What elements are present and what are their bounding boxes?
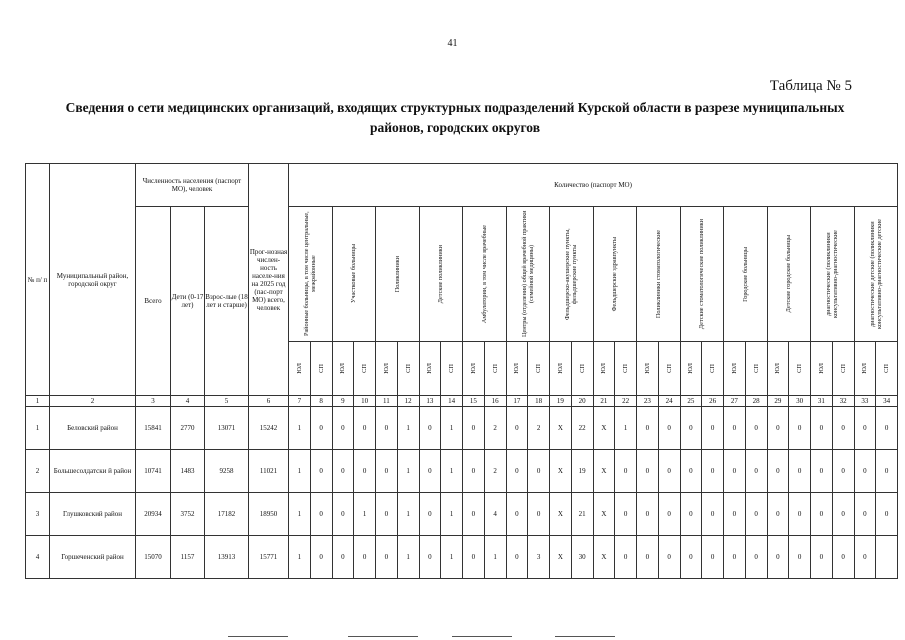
cell-value: 0 [376,407,398,450]
header-sub-sp: СП [528,342,550,396]
column-number: 30 [789,396,811,407]
cell-num: 1 [26,407,50,450]
cell-value: 0 [615,450,637,493]
cell-value: 1 [615,407,637,450]
cell-value: 1 [289,536,311,579]
cell-value [876,536,898,579]
cell-value: 0 [876,450,898,493]
header-district: Муниципальный район, городской округ [50,164,136,396]
cell-value: 19 [571,450,593,493]
column-number: 16 [484,396,506,407]
cell-value: 0 [354,536,376,579]
column-number: 21 [593,396,615,407]
cell-children: 2770 [171,407,205,450]
cell-adults: 9258 [205,450,249,493]
cell-value: 1 [397,450,419,493]
cell-total: 20934 [136,493,171,536]
header-sub-sp: СП [441,342,463,396]
cell-value: 1 [441,493,463,536]
header-category: Поликлиники [376,207,420,342]
cell-value: 0 [876,493,898,536]
cell-value: 0 [419,407,441,450]
cell-value: X [593,407,615,450]
cell-value: 1 [289,407,311,450]
column-number: 1 [26,396,50,407]
header-sub-sp: СП [745,342,767,396]
cell-value: 0 [745,536,767,579]
column-number: 15 [463,396,485,407]
page-number: 41 [447,38,458,49]
cell-value: 1 [484,536,506,579]
cell-value: 0 [811,536,833,579]
cell-value: X [550,407,572,450]
cell-value: 0 [528,450,550,493]
cell-value: 0 [702,536,724,579]
header-sub-yul: ЮЛ [724,342,746,396]
header-sub-yul: ЮЛ [376,342,398,396]
table-row [26,536,898,579]
cell-value: 0 [376,450,398,493]
cell-num: 4 [26,536,50,579]
column-number: 20 [571,396,593,407]
cell-value: 2 [528,407,550,450]
cell-value: 0 [506,407,528,450]
cell-value: 3 [528,536,550,579]
cell-value: 0 [637,407,659,450]
cell-value: 0 [637,493,659,536]
column-number: 32 [832,396,854,407]
header-sub-yul: ЮЛ [637,342,659,396]
column-number: 25 [680,396,702,407]
cell-value: 0 [745,450,767,493]
column-number: 11 [376,396,398,407]
cell-children: 1483 [171,450,205,493]
header-sub-sp: СП [702,342,724,396]
cell-value: 1 [354,493,376,536]
column-number: 6 [249,396,289,407]
cell-value: 0 [767,407,789,450]
cell-value: 0 [832,407,854,450]
column-number: 7 [289,396,311,407]
header-sub-sp: СП [484,342,506,396]
cell-value: 1 [441,450,463,493]
header-sub-sp: СП [354,342,376,396]
column-number: 34 [876,396,898,407]
cell-value: 0 [658,407,680,450]
column-number: 3 [136,396,171,407]
cell-value: 0 [811,493,833,536]
header-sub-sp: СП [397,342,419,396]
cell-value: 0 [876,407,898,450]
cell-value: 0 [680,450,702,493]
cell-value: 0 [724,493,746,536]
cell-value: X [550,536,572,579]
column-number: 28 [745,396,767,407]
cell-value: 0 [811,407,833,450]
header-sub-yul: ЮЛ [680,342,702,396]
header-category: Районные больницы, в том числе центральные, межрайонные [289,207,333,342]
header-category: Амбулатории, в том числе врачебные [463,207,507,342]
column-number: 17 [506,396,528,407]
cell-value: 1 [397,493,419,536]
cell-value: 0 [310,450,332,493]
cell-value: 0 [376,536,398,579]
cell-value: 0 [767,450,789,493]
header-quantity-group: Количество (паспорт МО) [289,164,898,207]
header-sub-sp: СП [832,342,854,396]
cell-value: 0 [832,493,854,536]
header-num: № п/ п [26,164,50,396]
column-number: 29 [767,396,789,407]
table-row [26,493,898,536]
header-category: Участковые больницы [332,207,376,342]
header-sub-yul: ЮЛ [506,342,528,396]
column-number: 18 [528,396,550,407]
header-sub-sp: СП [310,342,332,396]
header-category: диагностические (поликлиники консультативно-диагностические [811,207,855,342]
cell-value: 1 [397,407,419,450]
cell-value: 4 [484,493,506,536]
cell-value: 0 [702,493,724,536]
column-number: 5 [205,396,249,407]
cell-value: 0 [332,493,354,536]
cell-value: 0 [680,407,702,450]
table-row [26,450,898,493]
cell-value: 2 [484,407,506,450]
cell-value: 0 [419,536,441,579]
header-sub-yul: ЮЛ [811,342,833,396]
column-number: 13 [419,396,441,407]
header-category: Фельдшерско-акушерские пункты, фельдшерские пункты [550,207,594,342]
cell-value: 0 [767,493,789,536]
page-bottom-edge [0,634,905,640]
cell-value: 1 [289,493,311,536]
cell-value: 0 [702,407,724,450]
cell-value: 0 [789,536,811,579]
cell-value: 1 [397,536,419,579]
header-sub-sp: СП [615,342,637,396]
cell-district: Большесолдатски й район [50,450,136,493]
header-sub-yul: ЮЛ [854,342,876,396]
cell-value: 0 [332,450,354,493]
cell-forecast: 15242 [249,407,289,450]
cell-value: X [550,450,572,493]
cell-value: 0 [310,536,332,579]
cell-value: 0 [528,493,550,536]
cell-value: 0 [724,407,746,450]
column-number: 19 [550,396,572,407]
cell-num: 3 [26,493,50,536]
header-sub-sp: СП [876,342,898,396]
cell-value: 0 [332,407,354,450]
header-sub-sp: СП [789,342,811,396]
cell-value: 0 [506,536,528,579]
cell-value: 0 [789,407,811,450]
cell-value: 21 [571,493,593,536]
cell-adults: 13913 [205,536,249,579]
cell-value: 0 [658,493,680,536]
header-population-group: Численность населения (паспорт МО), человек [136,164,249,207]
table-row [26,407,898,450]
cell-value: 0 [506,493,528,536]
cell-num: 2 [26,450,50,493]
cell-value: 0 [789,493,811,536]
cell-value: 0 [745,407,767,450]
header-sub-yul: ЮЛ [332,342,354,396]
column-number: 22 [615,396,637,407]
column-number: 26 [702,396,724,407]
cell-value: 0 [658,450,680,493]
cell-value: 0 [354,407,376,450]
cell-value: 30 [571,536,593,579]
header-sub-yul: ЮЛ [289,342,311,396]
data-table [25,163,898,579]
column-number: 24 [658,396,680,407]
cell-value: 1 [289,450,311,493]
header-total: Всего [136,207,171,396]
header-sub-sp: СП [571,342,593,396]
header-forecast: Прог-нозная числен-ность населе-ния на 2025 год (пас-порт МО) всего, человек [249,164,289,396]
cell-value: 0 [832,450,854,493]
cell-value: 0 [615,493,637,536]
header-category: Детские городские больницы [767,207,811,342]
document-title: Сведения о сети медицинских организаций, входящих структурных подразделений Курской области в разрезе муниципальных районов, городских округов [65,100,845,135]
cell-value: 0 [376,493,398,536]
header-category: Центры (отделения) общей врачебной практики (семейной медицины) [506,207,550,342]
header-category: Детские стоматологические поликлиники [680,207,724,342]
header-sub-yul: ЮЛ [550,342,572,396]
cell-value: 0 [724,450,746,493]
cell-value: 0 [463,450,485,493]
cell-forecast: 15771 [249,536,289,579]
cell-forecast: 11021 [249,450,289,493]
cell-value: 0 [854,450,876,493]
column-number: 8 [310,396,332,407]
cell-value: 0 [354,450,376,493]
cell-total: 15841 [136,407,171,450]
cell-value: 22 [571,407,593,450]
cell-value: 0 [680,493,702,536]
cell-value: 0 [419,493,441,536]
cell-total: 15070 [136,536,171,579]
column-number: 23 [637,396,659,407]
header-sub-sp: СП [658,342,680,396]
column-number: 14 [441,396,463,407]
column-number: 2 [50,396,136,407]
cell-value: X [593,493,615,536]
cell-value: 0 [702,450,724,493]
header-category: Поликлиники стоматологические [637,207,681,342]
cell-value: 2 [484,450,506,493]
column-number: 33 [854,396,876,407]
column-number: 27 [724,396,746,407]
table-label: Таблица № 5 [769,78,852,94]
cell-value: 0 [658,536,680,579]
cell-value: 1 [441,407,463,450]
cell-value: 0 [310,493,332,536]
cell-value: 0 [854,536,876,579]
cell-value: 0 [310,407,332,450]
column-number: 4 [171,396,205,407]
header-sub-yul: ЮЛ [593,342,615,396]
header-category: Городские больницы [724,207,768,342]
cell-adults: 13071 [205,407,249,450]
cell-value: 0 [724,536,746,579]
cell-value: 0 [854,493,876,536]
cell-value: X [593,450,615,493]
header-category: Детские поликлиники [419,207,463,342]
cell-value: 0 [463,536,485,579]
cell-value: 0 [854,407,876,450]
column-number: 12 [397,396,419,407]
column-number: 10 [354,396,376,407]
cell-value: X [593,536,615,579]
cell-value: 0 [506,450,528,493]
column-number: 9 [332,396,354,407]
cell-value: 0 [811,450,833,493]
cell-value: 0 [680,536,702,579]
cell-total: 10741 [136,450,171,493]
header-category: Фельдшерские здравпункты [593,207,637,342]
cell-value: 0 [419,450,441,493]
header-sub-yul: ЮЛ [463,342,485,396]
cell-value: 0 [332,536,354,579]
cell-forecast: 18950 [249,493,289,536]
cell-value: 0 [637,536,659,579]
column-number: 31 [811,396,833,407]
header-children: Дети (0-17 лет) [171,207,205,396]
cell-value: 0 [463,493,485,536]
cell-value: 1 [441,536,463,579]
cell-district: Беловский район [50,407,136,450]
header-adults: Взрос-лые (18 лет и старше) [205,207,249,396]
cell-value: 0 [615,536,637,579]
cell-district: Глушковский район [50,493,136,536]
cell-district: Горшеченский район [50,536,136,579]
cell-value: 0 [463,407,485,450]
header-sub-yul: ЮЛ [419,342,441,396]
header-category: диагностические детские (поликлиники консультативно-диагностические детские [854,207,898,342]
cell-value: 0 [832,536,854,579]
cell-value: X [550,493,572,536]
header-sub-yul: ЮЛ [767,342,789,396]
cell-value: 0 [637,450,659,493]
cell-value: 0 [789,450,811,493]
cell-children: 1157 [171,536,205,579]
cell-value: 0 [767,536,789,579]
cell-adults: 17182 [205,493,249,536]
cell-value: 0 [745,493,767,536]
cell-children: 3752 [171,493,205,536]
